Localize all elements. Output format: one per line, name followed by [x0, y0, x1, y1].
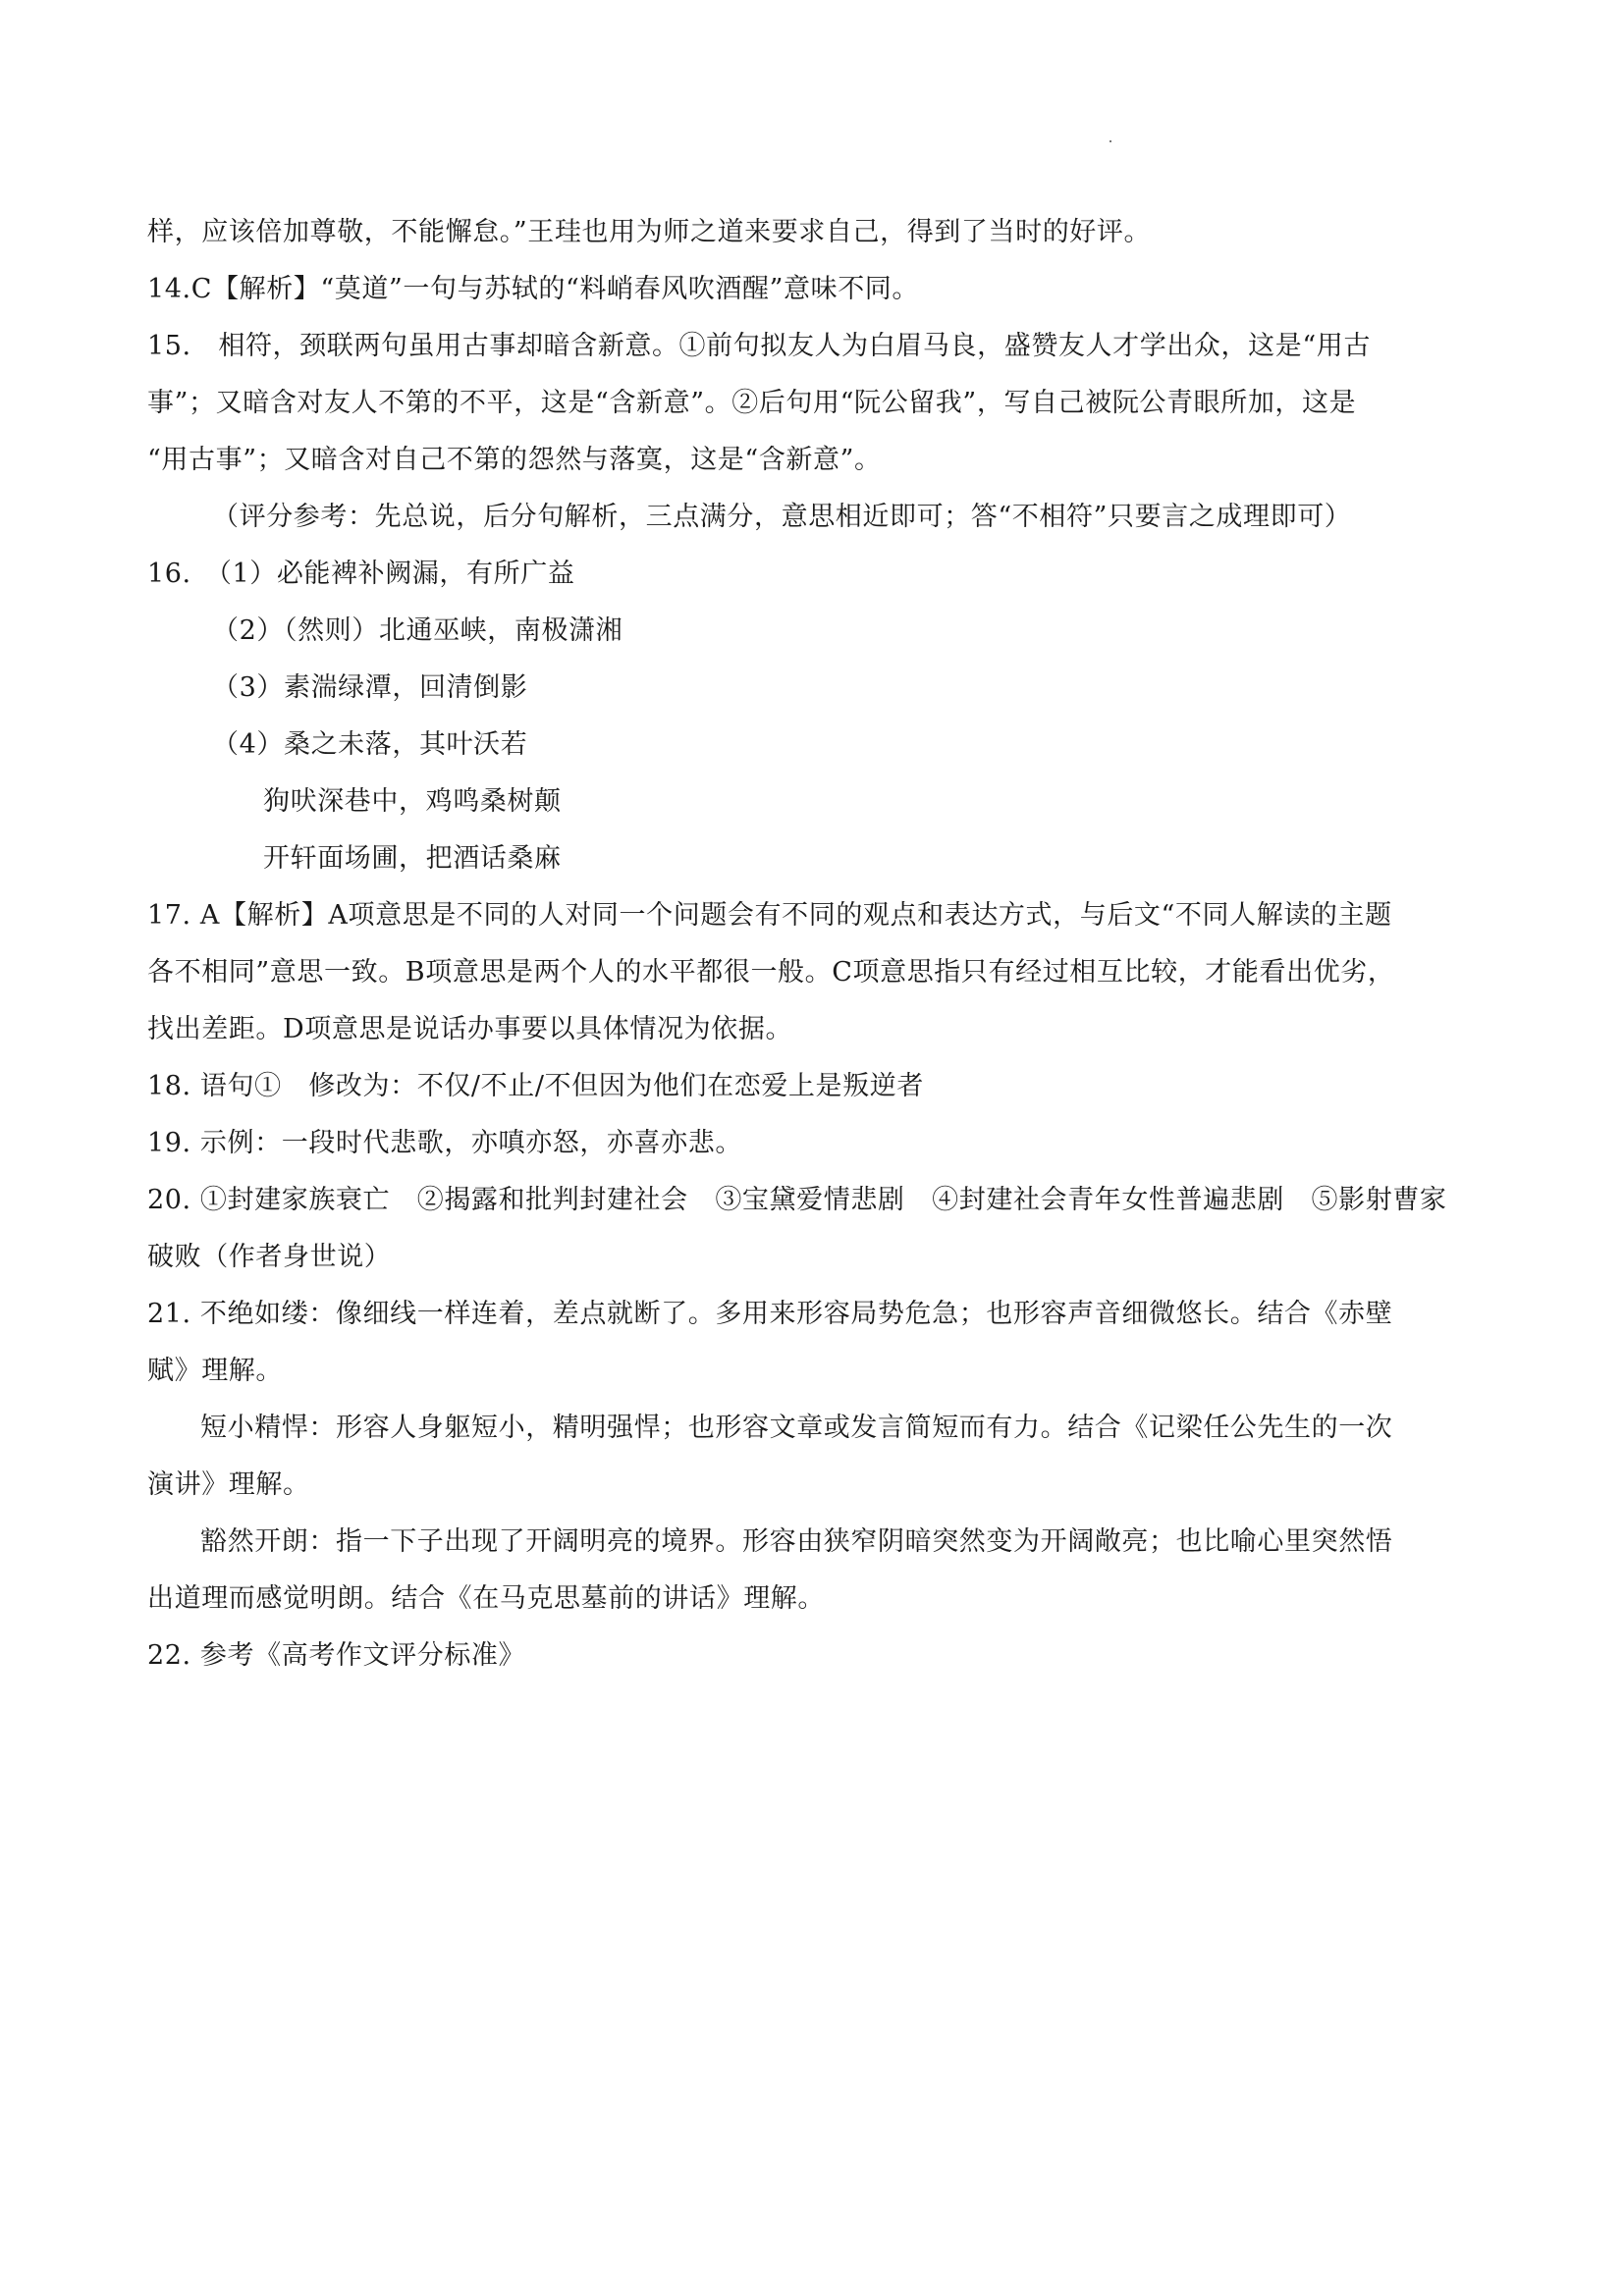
answer-21: 21. 不绝如缕：像细线一样连着，差点就断了。多用来形容局势危急；也形容声音细微悠长。结合《赤壁: [147, 1299, 1393, 1329]
answer-22: 22. 参考《高考作文评分标准》: [147, 1640, 526, 1671]
answer-16-item: （3）素湍绿潭，回清倒影: [212, 672, 528, 703]
answer-16: 16. （1）必能裨补阙漏，有所广益: [147, 559, 575, 589]
answer-16-item: 开轩面场圃，把酒话桑麻: [263, 843, 562, 874]
text-line: 出道理而感觉明朗。结合《在马克思墓前的讲话》理解。: [147, 1583, 825, 1614]
text-line: 找出差距。D项意思是说话办事要以具体情况为依据。: [147, 1014, 793, 1044]
answer-14: 14.C【解析】“莫道”一句与苏轼的“料峭春风吹酒醒”意味不同。: [147, 274, 920, 304]
answer-text-body: [147, 204, 1487, 1684]
answer-18: 18. 语句① 修改为：不仅/不止/不但因为他们在恋爱上是叛逆者: [147, 1071, 924, 1101]
text-line: 各不相同”意思一致。B项意思是两个人的水平都很一般。C项意思指只有经过相互比较，才能看出优劣，: [147, 957, 1395, 988]
answer-16-item: （2）（然则）北通巫峡，南极潇湘: [212, 615, 623, 646]
text-line: 破败（作者身世说）: [147, 1242, 392, 1272]
answer-20: 20. ①封建家族衰亡 ②揭露和批判封建社会 ③宝黛爱情悲剧 ④封建社会青年女性普遍悲剧 ⑤影射曹家: [147, 1185, 1447, 1215]
answer-16-item: 狗吠深巷中，鸡鸣桑树颠: [263, 786, 562, 817]
text-line: 赋》理解。: [147, 1356, 283, 1386]
text-line: “用古事”；又暗含对自己不第的怨然与落寞，这是“含新意”。: [147, 445, 882, 475]
answer-15: 15. 相符，颈联两句虽用古事却暗含新意。①前句拟友人为白眉马良，盛赞友人才学出众，这是“用古: [147, 331, 1371, 361]
answer-21-item: 豁然开朗：指一下子出现了开阔明亮的境界。形容由狭窄阴暗突然变为开阔敞亮；也比喻心里突然悟: [200, 1526, 1393, 1557]
speck-mark: [1110, 140, 1111, 142]
text-line: 事”；又暗含对友人不第的不平，这是“含新意”。②后句用“阮公留我”，写自己被阮公青眼所加，这是: [147, 388, 1357, 418]
text-line: 演讲》理解。: [147, 1469, 310, 1500]
answer-17: 17. A【解析】A项意思是不同的人对同一个问题会有不同的观点和表达方式，与后文“不同人解读的主题: [147, 900, 1392, 931]
scoring-note: （评分参考：先总说，后分句解析，三点满分，意思相近即可；答“不相符”只要言之成理即可）: [212, 502, 1352, 532]
answer-21-item: 短小精悍：形容人身躯短小，精明强悍；也形容文章或发言简短而有力。结合《记梁任公先生的一次: [200, 1413, 1393, 1443]
text-line: 样，应该倍加尊敬，不能懈怠。”王珪也用为师之道来要求自己，得到了当时的好评。: [147, 217, 1152, 247]
answer-16-item: （4）桑之未落，其叶沃若: [212, 729, 528, 760]
answer-19: 19. 示例：一段时代悲歌，亦嗔亦怒，亦喜亦悲。: [147, 1128, 742, 1158]
